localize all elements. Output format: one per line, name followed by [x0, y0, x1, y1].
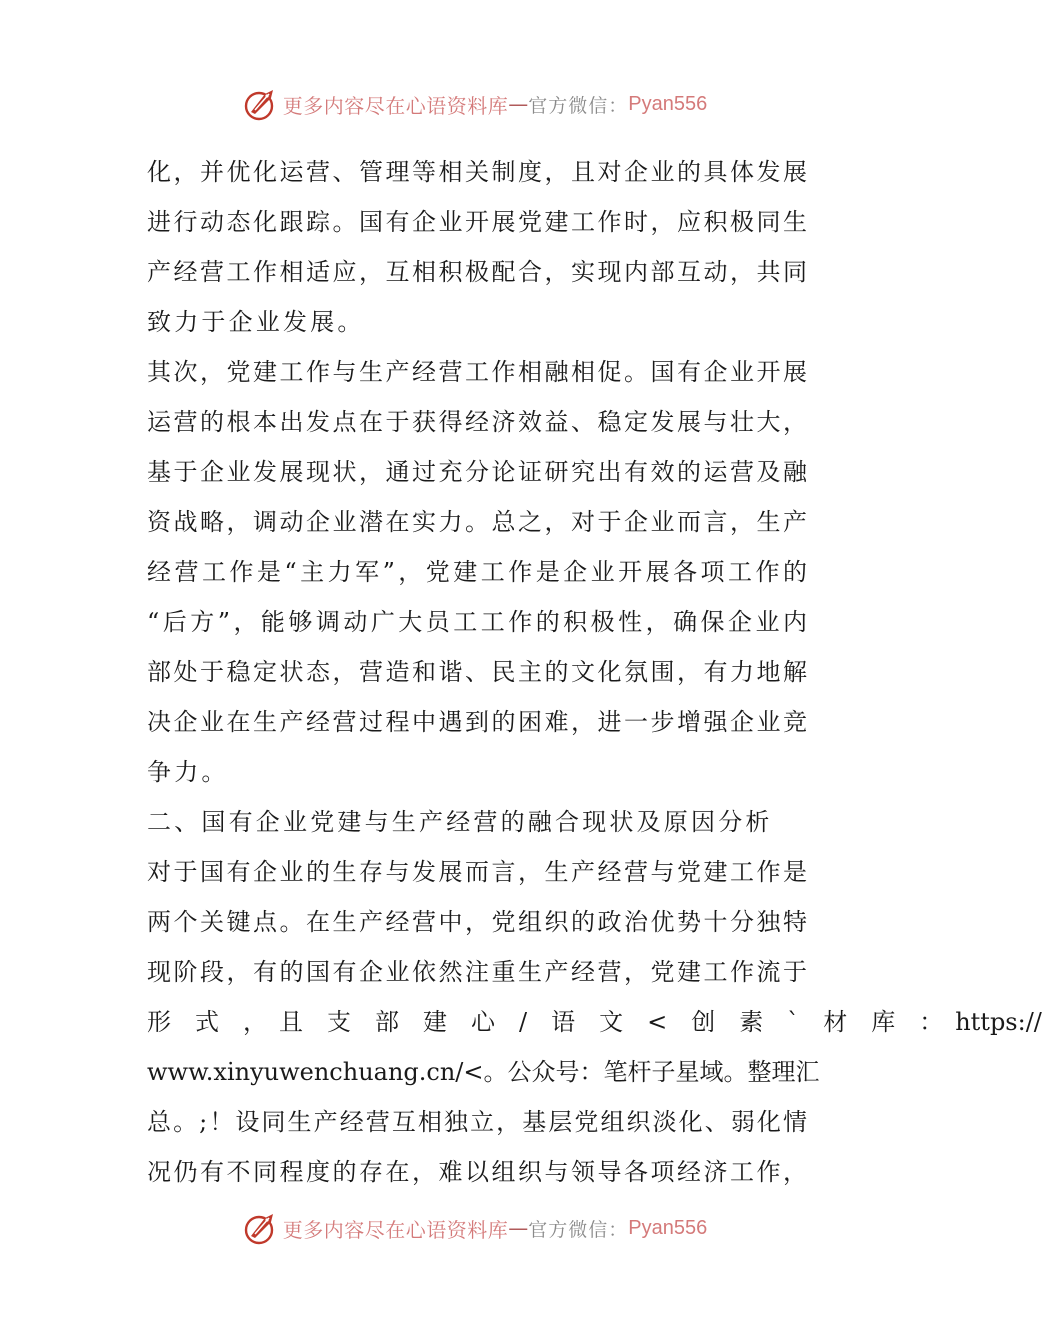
- footer-wechat-id: Pyan556: [628, 1216, 708, 1239]
- text-line: 总。;！设同生产经营互相独立，基层党组织淡化、弱化情: [147, 1108, 807, 1136]
- pen-nib-circle-icon: [243, 86, 279, 122]
- text-line: 争力。: [147, 758, 229, 786]
- text-line: 资战略，调动企业潜在实力。总之，对于企业而言，生产: [147, 508, 807, 536]
- footer-banner: [0, 1208, 950, 1248]
- footer-separator: —: [508, 1216, 529, 1240]
- footer-text: 更多内容尽在心语资料库: [282, 1217, 509, 1242]
- document-body: [147, 147, 1042, 1197]
- text-line: 两个关键点。在生产经营中，党组织的政治优势十分独特: [147, 908, 807, 936]
- text-line: 经营工作是“主力军”，党建工作是企业开展各项工作的: [147, 558, 807, 586]
- section-heading: 二、国有企业党建与生产经营的融合现状及原因分析: [147, 808, 773, 836]
- text-line: “后方”，能够调动广大员工工作的积极性，确保企业内: [147, 608, 807, 636]
- text-line: 对于国有企业的生存与发展而言，生产经营与党建工作是: [147, 858, 807, 886]
- text-line: 基于企业发展现状，通过充分论证研究出有效的运营及融: [147, 458, 807, 486]
- text-line: 况仍有不同程度的存在，难以组织与领导各项经济工作，: [147, 1158, 807, 1186]
- header-text: 更多内容尽在心语资料库: [282, 93, 509, 118]
- text-line: 化，并优化运营、管理等相关制度，且对企业的具体发展: [147, 158, 807, 186]
- text-line: 决企业在生产经营过程中遇到的困难，进一步增强企业竞: [147, 708, 807, 736]
- header-banner: [0, 84, 950, 124]
- text-line: 部处于稳定状态，营造和谐、民主的文化氛围，有力地解: [147, 658, 807, 686]
- footer-wechat-label: 官方微信：: [528, 1218, 629, 1241]
- pen-nib-circle-icon: [243, 1210, 279, 1246]
- header-wechat-label: 官方微信：: [528, 94, 629, 117]
- text-line: 运营的根本出发点在于获得经济效益、稳定发展与壮大，: [147, 408, 807, 436]
- text-line: 其次，党建工作与生产经营工作相融相促。国有企业开展: [147, 358, 807, 386]
- text-line: 进行动态化跟踪。国有企业开展党建工作时，应积极同生: [147, 208, 807, 236]
- text-line: www.xinyuwenchuang.cn/<。公众号：笔杆子星域。整理汇: [147, 1058, 820, 1086]
- header-wechat-id: Pyan556: [628, 92, 708, 115]
- text-line: 形 式 ， 且 支 部 建 心 / 语 文 < 创 素 ` 材 库 ： https://: [147, 1008, 1042, 1036]
- text-line: 致力于企业发展。: [147, 308, 365, 336]
- text-line: 现阶段，有的国有企业依然注重生产经营，党建工作流于: [147, 958, 807, 986]
- text-line: 产经营工作相适应，互相积极配合，实现内部互动，共同: [147, 258, 807, 286]
- header-separator: —: [508, 92, 529, 116]
